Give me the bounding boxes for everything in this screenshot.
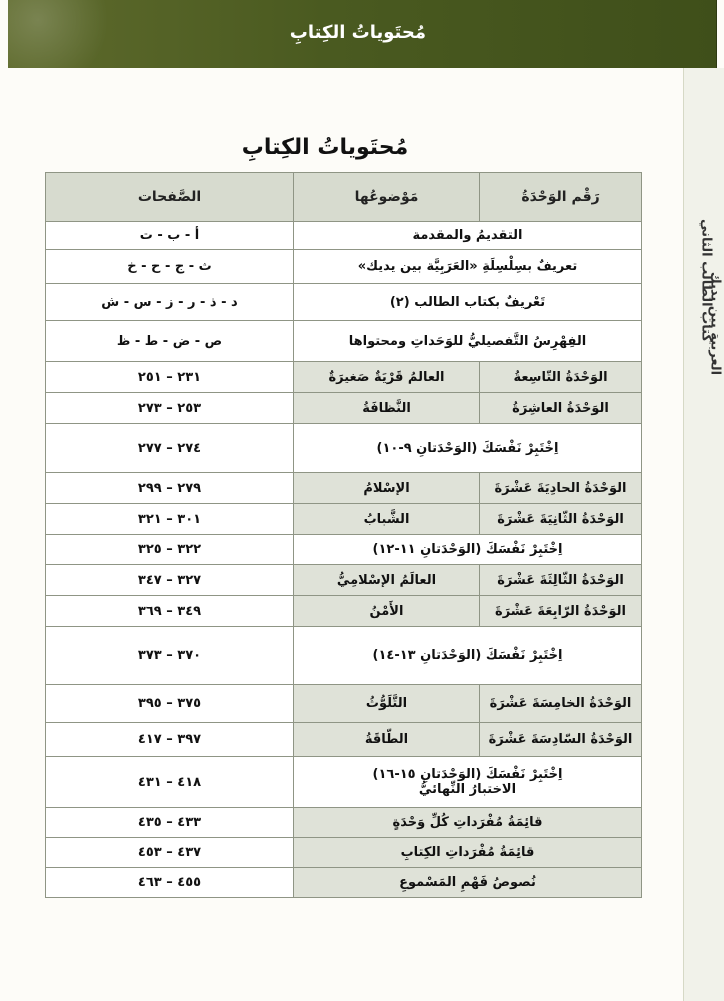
- header-bar: [8, 0, 717, 68]
- unit-topic: العالَمُ الإسْلامِيُّ: [294, 565, 480, 596]
- page-range: ٤٣٧ – ٤٥٣: [46, 838, 294, 868]
- page-range: ٣٩٧ – ٤١٧: [46, 723, 294, 757]
- page-range: ص - ض - ط - ظ: [46, 321, 294, 362]
- table-row: [46, 473, 642, 504]
- table-row: [46, 565, 642, 596]
- page-range: ٢٧٩ – ٢٩٩: [46, 473, 294, 504]
- table-row: [46, 424, 642, 473]
- intro-text: التقديمُ والمقدمة: [294, 222, 642, 250]
- page-range: ٢٥٣ – ٢٧٣: [46, 393, 294, 424]
- table-row: [46, 535, 642, 565]
- test-row-line-2: الاختبارُ النِّهائيُّ: [418, 782, 517, 797]
- table-row: [46, 284, 642, 321]
- table-row: [46, 393, 642, 424]
- appendix-text: نُصوصُ فَهْمِ المَسْموعِ: [294, 868, 642, 898]
- header-pages: الصَّفحات: [46, 173, 294, 222]
- page-range: ٣٤٩ – ٣٦٩: [46, 596, 294, 627]
- page-range: ٢٧٤ – ٢٧٧: [46, 424, 294, 473]
- unit-topic: الطّاقَةُ: [294, 723, 480, 757]
- page-range: ٤٥٥ – ٤٦٣: [46, 868, 294, 898]
- unit-name: الوَحْدَةُ الثّانِيَةَ عَشْرَةَ: [480, 504, 642, 535]
- unit-name: الوَحْدَةُ العاشِرَةُ: [480, 393, 642, 424]
- unit-name: الوَحْدَةُ الرّابِعَةَ عَشْرَةَ: [480, 596, 642, 627]
- page-range: ٣٢٢ – ٣٢٥: [46, 535, 294, 565]
- table-row: [46, 596, 642, 627]
- test-row-text: اِخْتَبِرْ نَفْسَكَ (الوَحْدَتانِ ١٣-١٤): [294, 627, 642, 685]
- appendix-text: قائِمَةُ مُفْرَداتِ كُلِّ وَحْدَةٍ: [294, 808, 642, 838]
- appendix-text: قائِمَةُ مُفْرَداتِ الكِتابِ: [294, 838, 642, 868]
- table-row: [46, 362, 642, 393]
- unit-topic: الشَّبابُ: [294, 504, 480, 535]
- page-range: أ - ب - ت: [46, 222, 294, 250]
- table-row: [46, 627, 642, 685]
- page-range: ٣٧٠ – ٣٧٣: [46, 627, 294, 685]
- table-row: [46, 838, 642, 868]
- unit-topic: التَّلَوُّثُ: [294, 685, 480, 723]
- intro-text: تعريفٌ بسِلْسِلَةِ «العَرَبِيَّة بين يديك»: [294, 250, 642, 284]
- table-row: [46, 723, 642, 757]
- page-range: ٣٧٥ – ٣٩٥: [46, 685, 294, 723]
- header-unit: رَقْم الوَحْدَةُ: [480, 173, 642, 222]
- table-row: [46, 685, 642, 723]
- table-row: [46, 250, 642, 284]
- unit-name: الوَحْدَةُ السّادِسَةَ عَشْرَةَ: [480, 723, 642, 757]
- side-book-label: كتاب الطالب الثاني: [698, 219, 714, 342]
- page-range: د - ذ - ر - ز - س - ش: [46, 284, 294, 321]
- unit-name: الوَحْدَةُ التّاسِعةُ: [480, 362, 642, 393]
- page-range: ٤١٨ – ٤٣١: [46, 757, 294, 808]
- intro-text: الفِهْرِسُ التَّفصيليُّ للوَحَداتِ ومحتواها: [294, 321, 642, 362]
- unit-name: الوَحْدَةُ الخامِسَةَ عَشْرَةَ: [480, 685, 642, 723]
- table-row: [46, 222, 642, 250]
- unit-topic: الإسْلامُ: [294, 473, 480, 504]
- unit-topic: العالمُ قَرْيَةٌ صَغيرَةٌ: [294, 362, 480, 393]
- page-range: ٤٣٣ – ٤٣٥: [46, 808, 294, 838]
- unit-topic: النَّظافَةُ: [294, 393, 480, 424]
- unit-topic: الأَمْنُ: [294, 596, 480, 627]
- table-header-row: [46, 173, 642, 222]
- header-ornament: [8, 0, 128, 68]
- contents-table: [45, 172, 642, 898]
- test-row-text: اِخْتَبِرْ نَفْسَكَ (الوَحْدَتانِ ١١-١٢): [294, 535, 642, 565]
- table-row: [46, 321, 642, 362]
- table-row: [46, 868, 642, 898]
- table-row: [46, 757, 642, 808]
- side-series-label: العربية بين يديك: [707, 271, 723, 376]
- unit-name: الوَحْدَةُ الثّالِثَةَ عَشْرَةَ: [480, 565, 642, 596]
- test-row-text: [294, 757, 642, 808]
- header-topic: مَوْضوعُها: [294, 173, 480, 222]
- page-range: ٣٠١ – ٣٢١: [46, 504, 294, 535]
- page-range: ث - ج - ح - خ: [46, 250, 294, 284]
- page-range: ٣٢٧ – ٣٤٧: [46, 565, 294, 596]
- table-row: [46, 504, 642, 535]
- page-title: مُحتَوياتُ الكِتابِ: [241, 135, 409, 160]
- test-row-line-1: اِخْتَبِرْ نَفْسَكَ (الوَحْدَتانِ ١٥-١٦): [372, 767, 563, 782]
- side-strip: [683, 68, 724, 1001]
- unit-name: الوَحْدَةُ الحادِيَةَ عَشْرَةَ: [480, 473, 642, 504]
- intro-text: تَعْريفٌ بكتاب الطالب (٢): [294, 284, 642, 321]
- test-row-text: اِخْتَبِرْ نَفْسَكَ (الوَحْدَتانِ ٩-١٠): [294, 424, 642, 473]
- page-range: ٢٣١ – ٢٥١: [46, 362, 294, 393]
- table-row: [46, 808, 642, 838]
- header-title: مُحتَوياتُ الكِتابِ: [289, 22, 426, 43]
